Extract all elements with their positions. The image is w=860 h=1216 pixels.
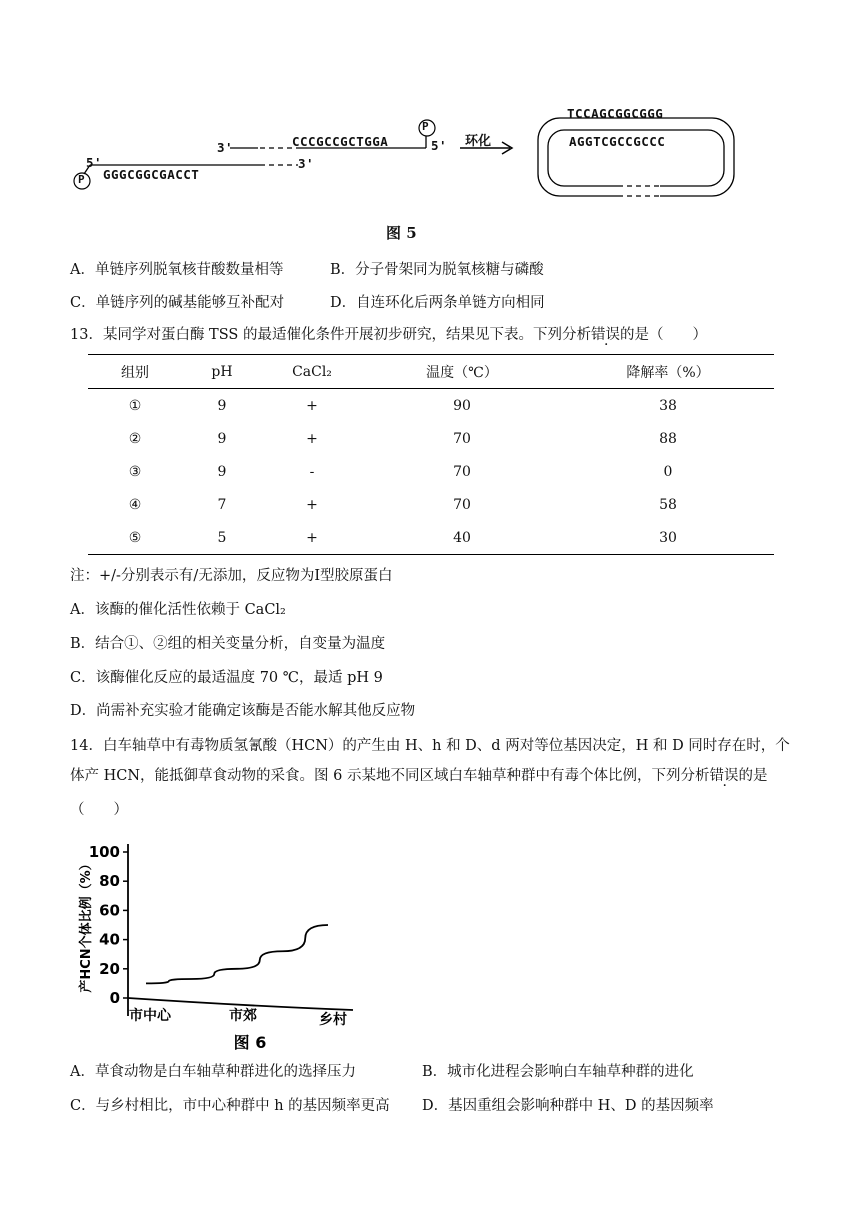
table-row	[88, 488, 774, 521]
ring-outer-seq: TCCAGCGGCGGG	[567, 106, 664, 121]
q13-option-c: C．该酶催化反应的最适温度 70 ℃，最适 pH 9	[70, 670, 383, 686]
q13-stem	[70, 325, 707, 345]
table-row	[88, 521, 774, 555]
q13-data-table	[88, 354, 774, 555]
y-axis-label: 产HCN个体比例（%）	[79, 857, 94, 993]
table-cell: 70	[453, 463, 471, 480]
q13-option-a: A．该酶的催化活性依赖于 CaCl₂	[70, 602, 286, 618]
q14-stem-line2-pre: 体产 HCN，能抵御草食动物的采食。图 6 示某地不同区域白车轴草种群中有毒个体比例，下列分析	[70, 768, 710, 784]
table-header-row	[88, 355, 774, 389]
table-cell: 70	[453, 496, 471, 513]
lower-strand-seq: GGGCGGCGACCT	[103, 167, 200, 182]
y-tick-label: 0	[109, 989, 120, 1007]
table-cell: 9	[217, 430, 227, 447]
q14-option-c: C．与乡村相比，市中心种群中 h 的基因频率更高	[70, 1098, 390, 1114]
series-line	[146, 925, 328, 983]
q14-stem-emphasis: 错误	[709, 768, 739, 784]
y-tick-label: 100	[88, 843, 120, 861]
x-category-label: 乡村	[319, 1012, 347, 1028]
table-cell: +	[306, 397, 318, 414]
phosphate-upper-label: P	[422, 120, 430, 133]
q13-stem-pre: 13．某同学对蛋白酶 TSS 的最适催化条件开展初步研究，结果见下表。下列分析	[70, 327, 591, 343]
q12-option-c: C．单链序列的碱基能够互补配对	[70, 295, 285, 311]
q12-option-b: B．分子骨架同为脱氧核糖与磷酸	[330, 262, 544, 278]
q14-stem-line2-post: 的是	[738, 768, 768, 784]
arrow-label: 环化	[465, 134, 492, 149]
table-cell: 9	[217, 397, 227, 414]
ring-inner-seq: AGGTCGCCGCCC	[569, 134, 666, 149]
table-cell: 88	[659, 430, 677, 447]
upper-strand-seq: CCCGCCGCTGGA	[292, 134, 389, 149]
y-tick-label: 40	[99, 930, 120, 949]
q13-stem-emphasis: 错误	[590, 327, 620, 343]
table-row	[88, 422, 774, 455]
table-cell: 40	[453, 529, 471, 546]
upper-strand-5prime: 5'	[431, 138, 448, 153]
q13-stem-post: 的是（ ）	[619, 327, 707, 343]
table-cell: 7	[217, 496, 227, 513]
y-tick-label: 80	[99, 872, 120, 891]
table-cell: ④	[128, 496, 142, 513]
q14-stem-line3: （ ）	[70, 802, 128, 818]
upper-strand-3prime-left: 3'	[217, 140, 234, 155]
figure-6-chart	[70, 830, 370, 1060]
table-cell: +	[306, 496, 318, 513]
q12-option-a: A．单链序列脱氧核苷酸数量相等	[70, 262, 284, 278]
q13-option-d: D．尚需补充实验才能确定该酶是否能水解其他反应物	[70, 703, 416, 719]
table-cell: ①	[128, 397, 142, 414]
q14-option-d: D．基因重组会影响种群中 H、D 的基因频率	[422, 1098, 714, 1114]
phosphate-lower-label: P	[78, 173, 86, 186]
y-tick-label: 20	[99, 959, 120, 978]
table-cell: 90	[453, 397, 471, 414]
table-cell: ②	[128, 430, 142, 447]
table-cell: +	[306, 430, 318, 447]
chart-title: 图 6	[233, 1033, 267, 1052]
table-row	[88, 389, 774, 423]
lower-strand-5prime: 5'	[86, 155, 103, 170]
q12-option-d: D．自连环化后两条单链方向相同	[330, 295, 545, 311]
q13-option-b: B．结合①、②组的相关变量分析，自变量为温度	[70, 636, 386, 652]
q14-stem-line2	[70, 766, 767, 786]
table-cell: -	[309, 463, 315, 480]
table-cell: +	[306, 529, 318, 546]
table-header-cell: 降解率（%）	[626, 364, 710, 381]
table-cell: 58	[659, 496, 677, 513]
table-header-cell: CaCl₂	[292, 363, 332, 380]
table-cell: ⑤	[128, 529, 142, 546]
table-cell: 9	[217, 463, 227, 480]
q14-option-b: B．城市化进程会影响白车轴草种群的进化	[422, 1064, 694, 1080]
q14-option-a: A．草食动物是白车轴草种群进化的选择压力	[70, 1064, 356, 1080]
table-header-cell: 温度（℃）	[426, 364, 498, 381]
table-cell: 38	[659, 397, 677, 414]
q14-stem-line1: 14．白车轴草中有毒物质氢氰酸（HCN）的产生由 H、h 和 D、d 两对等位基因决定，H 和 D 同时存在时，个	[70, 738, 790, 754]
table-header-cell: 组别	[121, 364, 149, 381]
table-cell: 30	[659, 529, 677, 546]
table-cell: 0	[663, 463, 673, 480]
x-category-label: 市中心	[129, 1008, 171, 1024]
table-cell: 70	[453, 430, 471, 447]
table-cell: 5	[217, 529, 227, 546]
q13-note: 注：+/-分别表示有/无添加，反应物为Ⅰ型胶原蛋白	[70, 568, 393, 584]
y-tick-label: 60	[99, 901, 120, 920]
x-category-label: 市郊	[229, 1008, 257, 1024]
table-cell: ③	[128, 463, 142, 480]
table-header-cell: pH	[211, 363, 233, 380]
table-row	[88, 455, 774, 488]
lower-strand-3prime: 3'	[298, 156, 315, 171]
figure-5-caption: 图 5	[386, 224, 417, 242]
